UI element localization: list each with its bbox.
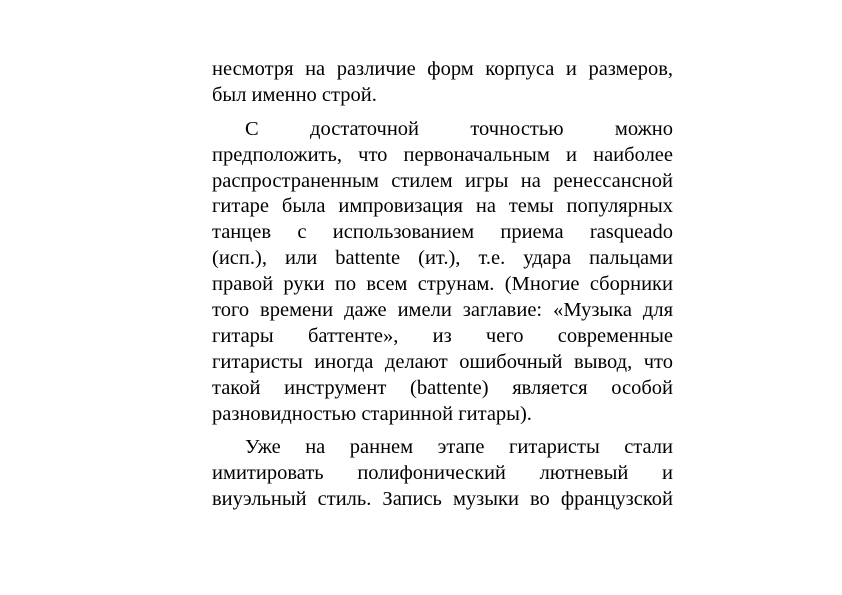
text-line: того времени даже имели заглавие: «Музыка для bbox=[212, 299, 673, 322]
text-line: разновидностью старинной гитары). bbox=[212, 402, 532, 425]
text-line: гитаре была импровизация на темы популярных bbox=[212, 195, 673, 218]
text-line: танцев с использованием приема rasqueado bbox=[212, 221, 673, 244]
text-line: распространенным стилем игры на ренессансной bbox=[212, 169, 673, 192]
text-line: правой руки по всем струнам. (Многие сборники bbox=[212, 273, 673, 296]
text-line: имитировать полифонический лютневый и bbox=[212, 462, 673, 485]
paragraph-2 bbox=[212, 117, 673, 428]
body-text bbox=[212, 57, 673, 513]
text-line: (исп.), или battente (ит.), т.е. удара пальцами bbox=[212, 247, 673, 270]
paragraph-3 bbox=[212, 435, 673, 513]
text-line: виуэльный стиль. Запись музыки во французской bbox=[212, 488, 673, 511]
text-line: гитаристы иногда делают ошибочный вывод, что bbox=[212, 350, 673, 373]
paragraph-1 bbox=[212, 57, 673, 109]
text-line: был именно строй. bbox=[212, 83, 377, 106]
text-line: С достаточной точностью можно bbox=[245, 117, 673, 140]
text-line: предположить, что первоначальным и наиболее bbox=[212, 143, 673, 166]
text-line: несмотря на различие форм корпуса и размеров, bbox=[212, 58, 673, 80]
text-line: гитары баттенте», из чего современные bbox=[212, 324, 673, 347]
text-line: Уже на раннем этапе гитаристы стали bbox=[245, 436, 673, 459]
text-line: такой инструмент (battente) является особой bbox=[212, 376, 673, 399]
